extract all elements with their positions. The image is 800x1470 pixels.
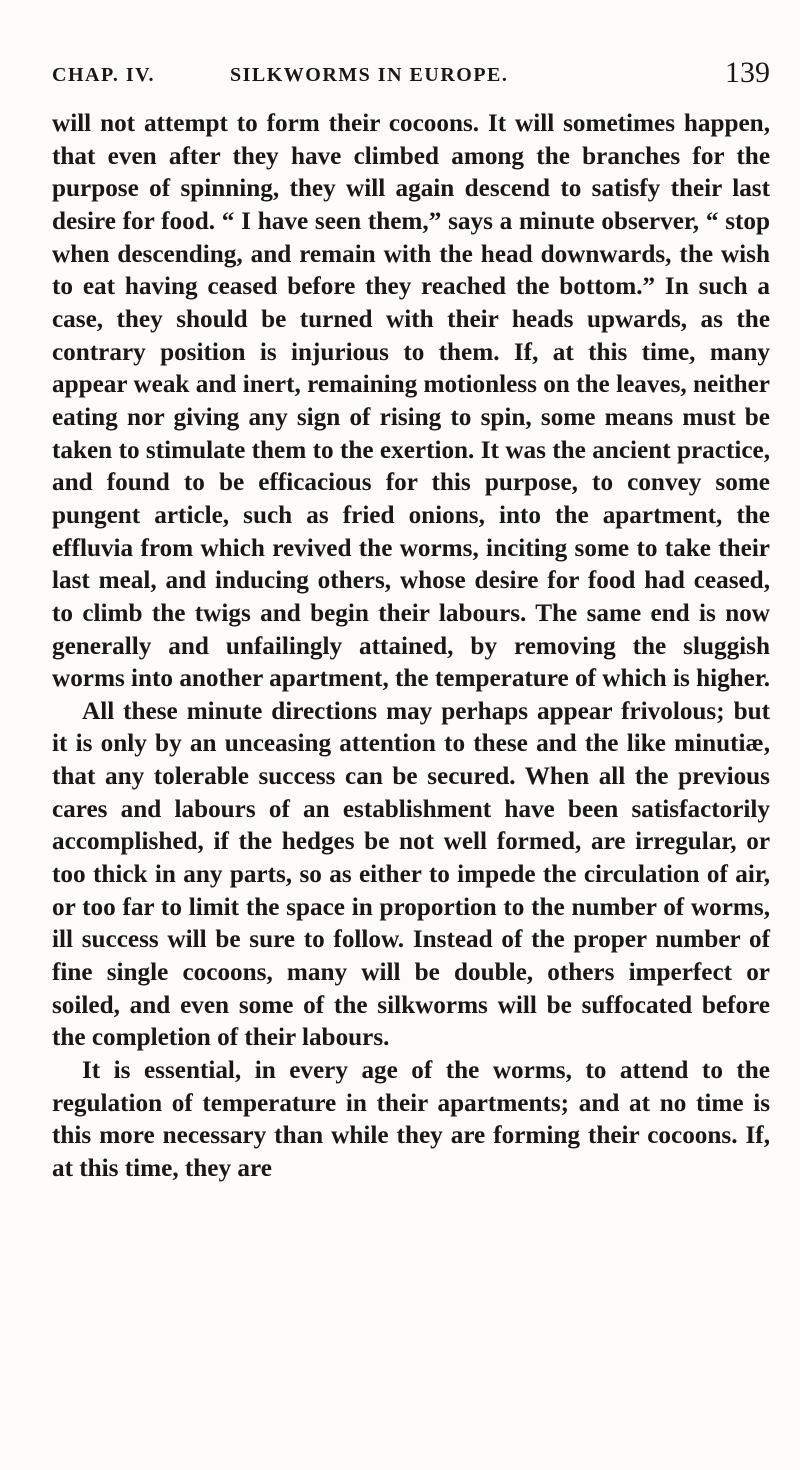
paragraph: All these minute directions may perhaps appear frivolous; but it is only by an unceasing attention to these and the like minutiæ, that any tolerable success can be secured. When all the previous cares and labours of an establishment have been satisfactorily accomplished, if the hedges be not well formed, are irregular, or too thick in any parts, so as either to impede the circulation of air, or too far to limit the space in proportion to the number of worms, ill success will be sure to follow. Instead of the proper number of fine single cocoons, many will be double, others imperfect or soiled, and even some of the silkworms will be suffocated before the completion of their labours. (52, 697, 770, 1052)
paragraph-continued: will not attempt to form their cocoons. It will sometimes happen, that even after they have climbed among the branches for the purpose of spinning, they will again descend to satisfy their last desire for food. “ I have seen them,” says a minute observer, “ stop when descending, and remain with the head downwards, the wish to eat having ceased before they reached the bottom.” In such a case, they should be turned with their heads upwards, as the contrary position is injurious to them. If, at this time, many appear weak and inert, remaining motionless on the leaves, neither eating nor giving any sign of rising to spin, some means must be taken to stimulate them to the exertion. It was the ancient practice, and found to be efficacious for this purpose, to convey some pungent article, such as fried onions, into the apartment, the effluvia from which revived the worms, inciting some to take their last meal, and inducing others, whose desire for food had ceased, to climb the twigs and begin their labours. The same end is now generally and unfailingly attained, by removing the sluggish worms into another apartment, the temperature of which is higher. (52, 110, 771, 693)
running-head (52, 56, 770, 96)
body-text (52, 108, 770, 1186)
paragraph: It is essential, in every age of the worms, to attend to the regulation of temperature in their apartments; and at no time is this more necessary than while they are forming their cocoons. If, at this time, they are (52, 1057, 770, 1182)
chapter-label: CHAP. IV. (52, 64, 155, 86)
running-title: SILKWORMS IN EUROPE. (230, 64, 509, 86)
page-number: 139 (725, 56, 770, 89)
